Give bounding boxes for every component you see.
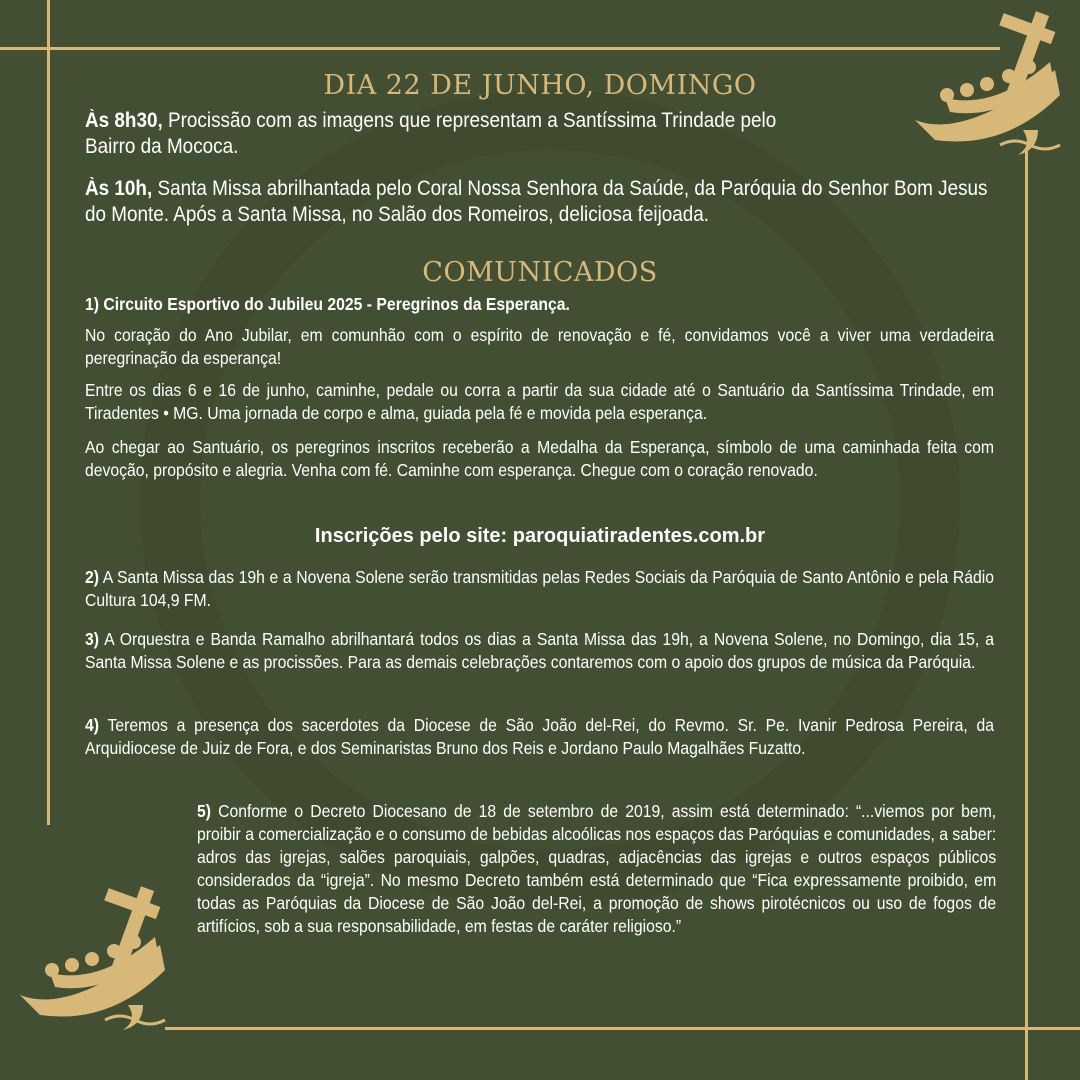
comunicado-1-paragraph: Entre os dias 6 e 16 de junho, caminhe, pedale ou corra a partir da sua cidade até o Santuário da Santíssima Trindade, em Tiradentes • MG. Uma jornada de corpo e alma, guiada pela fé e movida pela esperança. [85,380,994,423]
comunicado-text: Teremos a presença dos sacerdotes da Diocese de São João del-Rei, do Revmo. Sr. Pe. Ivanir Pedrosa Pereira, da Arquidiocese de Juiz de Fora, e dos Seminaristas Bruno dos Reis e Jordano Paulo Magalhães Fuzatto. [85,715,995,758]
comunicado-1-paragraph: Ao chegar ao Santuário, os peregrinos inscritos receberão a Medalha da Esperança, símbolo de uma caminhada feita com devoção, propósito e alegria. Venha com fé. Caminhe com esperança. Chegue com o coração renovado. [85,437,994,480]
schedule-time: Às 10h, [85,177,153,200]
frame-top-line [0,47,1000,50]
comunicado-number: 5) [197,801,212,821]
comunicado-number: 2) [85,567,100,587]
comunicados-heading: COMUNICADOS [422,257,658,288]
signup-website: Inscrições pelo site: paroquiatiradentes.com.br [314,525,766,547]
comunicado-number: 3) [85,629,100,649]
day-heading: DIA 22 DE JUNHO, DOMINGO [323,70,757,101]
frame-right-line [1025,150,1028,1080]
frame-bottom-line [165,1027,1080,1030]
comunicado-2 [85,566,994,612]
schedule-text: Santa Missa abrilhantada pelo Coral Nossa Senhora da Saúde, da Paróquia do Senhor Bom Jesus do Monte. Após a Santa Missa, no Salão dos Romeiros, deliciosa feijoada. [85,177,988,226]
frame-left-line [47,0,50,825]
comunicado-4 [85,714,994,760]
comunicado-1-title: 1) Circuito Esportivo do Jubileu 2025 - Peregrinos da Esperança. [85,294,570,314]
comunicado-number: 4) [85,715,100,735]
comunicado-text: Conforme o Decreto Diocesano de 18 de setembro de 2019, assim está determinado: “...viemos por bem, proibir a comercialização e o consumo de bebidas alcoólicas nos espaços das Paróquias e comunidades, a saber: adros das igrejas, salões paroquiais, galpões, quadras, adjacências das igrejas e outros espaços públicos considerados da “igreja”. No mesmo Decreto também está determinado que “Fica expressamente proibido, em todas as Paróquias da Diocese de São João del-Rei, a promoção de shows pirotécnicos ou uso de fogos de artifícios, sob a sua responsabilidade, em festas de caráter religioso.” [197,801,997,936]
comunicado-5 [197,800,996,938]
comunicado-text: A Santa Missa das 19h e a Novena Solene serão transmitidas pelas Redes Sociais da Paróquia de Santo Antônio e pela Rádio Cultura 104,9 FM. [85,567,995,610]
schedule-item-mass [85,176,1012,228]
comunicado-text: A Orquestra e Banda Ramalho abrilhantará todos os dias a Santa Missa das 19h, a Novena Solene, no Domingo, dia 15, a Santa Missa Solene e as procissões. Para as demais celebrações contaremos com o apoio dos grupos de música da Paróquia. [85,629,995,672]
comunicado-1-paragraph: No coração do Ano Jubilar, em comunhão com o espírito de renovação e fé, convidamos você a viver uma verdadeira peregrinação da esperança! [85,325,994,368]
schedule-time: Às 8h30, [85,109,163,132]
schedule-text: Procissão com as imagens que representam a Santíssima Trindade pelo Bairro da Mococa. [85,109,777,158]
comunicado-3 [85,628,994,674]
schedule-item-procession [85,108,812,160]
jubilee-boat-cross-icon [10,875,180,1045]
